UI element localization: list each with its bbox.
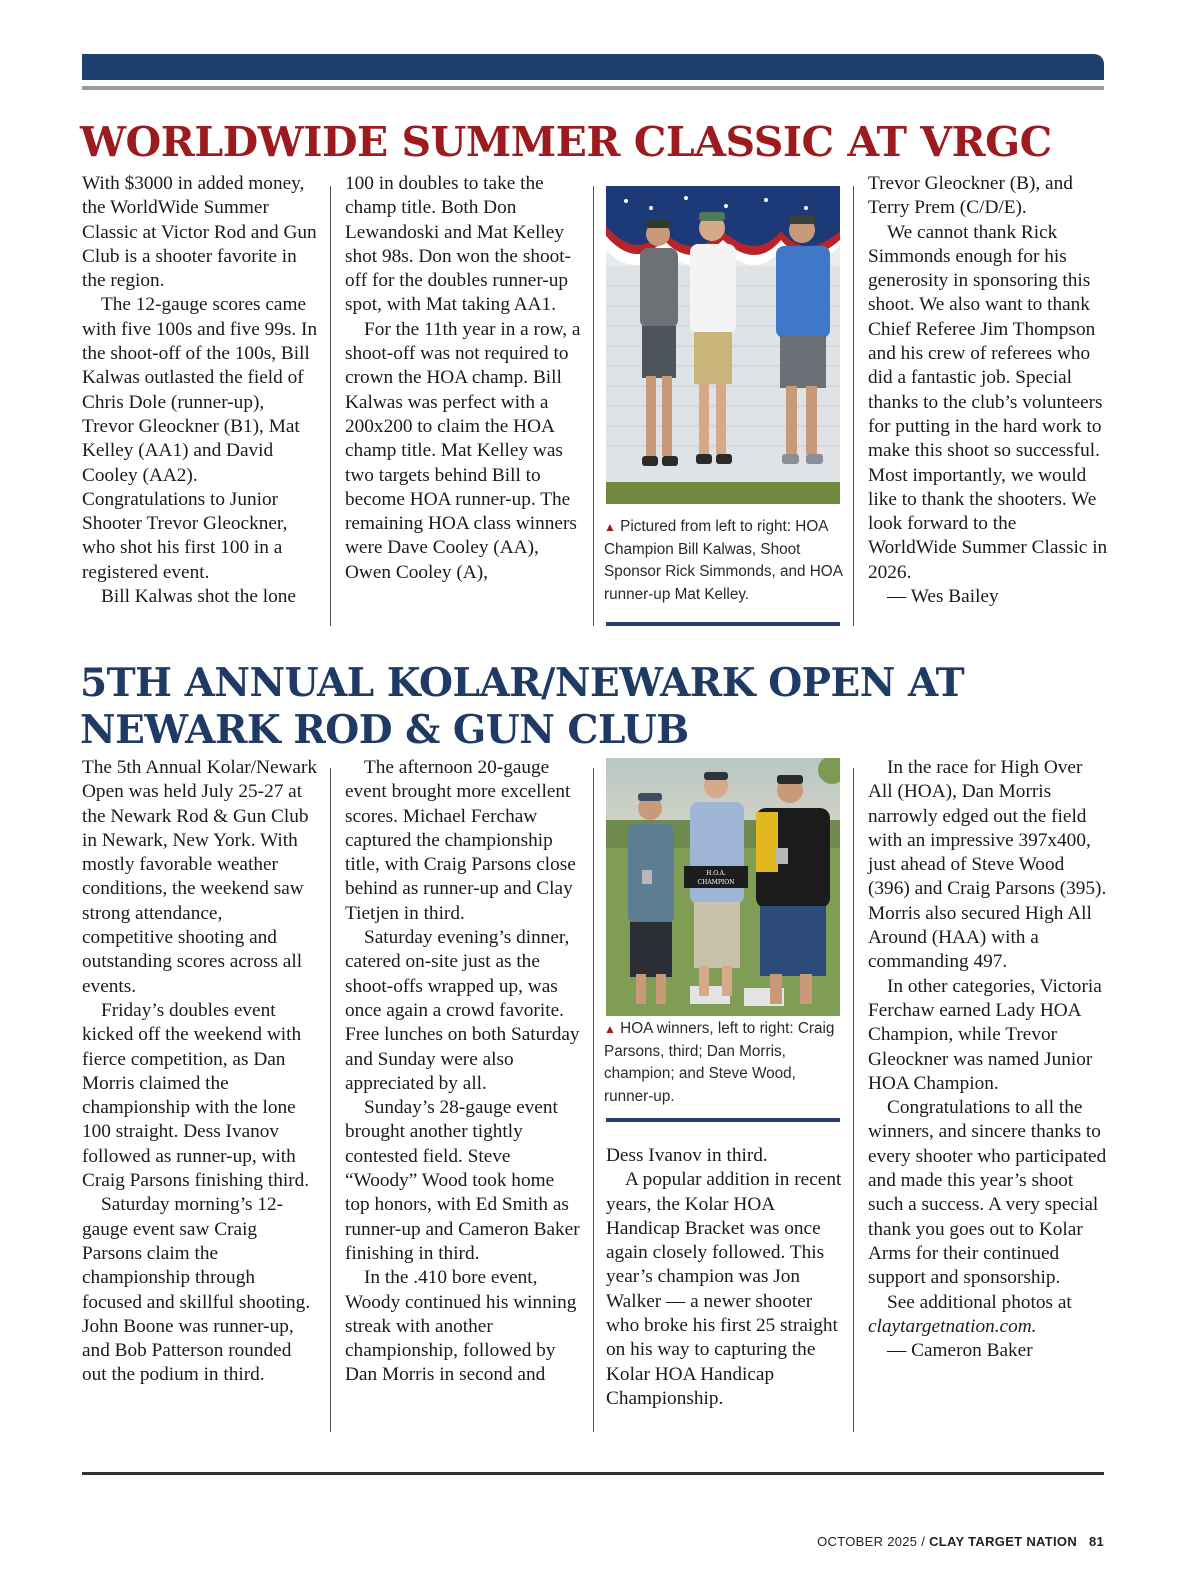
paragraph: With $3000 in added money, the WorldWide Summer Classic at Victor Rod and Gun Club is a shooter favorite in the region. [82,173,317,292]
paragraph: For the 11th year in a row, a shoot-off was not required to crown the HOA champ. Bill Kalwas was perfect with a 200x200 to claim the HOA champ title. Mat Kelley was two targets behind Bill to become HOA runner-up. The remaining HOA class winners were Dave Cooley (AA), Owen Cooley (A), [345,318,581,583]
paragraph: Bill Kalwas shot the lone [101,586,296,608]
photo-caption-2 [604,1018,844,1108]
website-link[interactable]: claytargetnation.com. [868,1315,1037,1337]
see-more-line [868,1291,1108,1340]
header-rule [82,86,1104,90]
paragraph: 100 in doubles to take the champ title. Both Don Lewandoski and Mat Kelley shot 98s. Don won the shoot-off for the doubles runner-up spot, with Mat taking AA1. [345,173,572,316]
footer-issue: OCTOBER 2025 / [817,1534,926,1549]
column-divider [593,186,594,626]
column-divider [853,768,854,1432]
article2-column-4 [868,756,1108,1363]
caption-rule [606,1118,840,1122]
paragraph: Sunday’s 28-gauge event brought another tightly contested field. Steve “Woody” Wood took home top honors, with Ed Smith as runner-up and Cameron Baker finishing in third. [345,1097,580,1264]
paragraph: Congratulations to all the winners, and sincere thanks to every shooter who participated and made this year’s shoot such a success. A very special thank you goes out to Kolar Arms for their continued support and sponsorship. [868,1097,1107,1289]
byline: — Cameron Baker [887,1340,1033,1362]
footer-rule [82,1472,1104,1475]
caption-rule [606,622,840,626]
paragraph: Friday’s doubles event kicked off the weekend with fierce competition, as Dan Morris claimed the championship with the lone 100 straight. Dess Ivanov followed as runner-up, with Craig Parsons finishing third. [82,999,310,1192]
paragraph: We cannot thank Rick Simmonds enough for his generosity in sponsoring this shoot. We also want to thank Chief Referee Jim Thompson and his crew of referees who did a fantastic job. Special thanks to the club’s volunteers for putting in the hard work to make this shoot so successful. Most importantly, we would like to thank the shooters. We look forward to the WorldWide Summer Classic in 2026. [868,221,1108,583]
sign-text-hoa: H.O.A. [706,870,726,877]
article2-column-3 [606,1144,844,1411]
paragraph: In the race for High Over All (HOA), Dan Morris narrowly edged out the field with an impressive 397x400, just ahead of Steve Wood (396) and Craig Parsons (395). Morris also secured High All Around (HAA) with a commanding 497. [868,757,1107,973]
caption-text: Pictured from left to right: HOA Champion Bill Kalwas, Shoot Sponsor Rick Simmonds, and HOA runner-up Mat Kelley. [604,518,843,603]
photo-hoa-winners-vrgc [606,186,840,504]
paragraph: Trevor Gleockner (B), and Terry Prem (C/D/E). [868,173,1073,219]
article2-column-1 [82,756,318,1388]
paragraph: Dess Ivanov in third. [606,1145,768,1166]
article1-column-4 [868,172,1108,609]
photo-hoa-winners-newark [606,758,840,1016]
triangle-marker-icon: ▲ [604,520,616,534]
photo-illustration [606,758,840,1016]
paragraph: The 5th Annual Kolar/Newark Open was held July 25-27 at the Newark Rod & Gun Club in Newark, New York. With mostly favorable weather conditions, the weekend saw strong attendance, competitive shooting and outstanding scores across all events. [82,757,318,997]
page-footer [817,1534,1104,1549]
header-color-bar [82,54,1104,80]
photo-illustration [606,186,840,504]
triangle-marker-icon: ▲ [604,1022,616,1036]
paragraph: In the .410 bore event, Woody continued his winning streak with another championship, followed by Dan Morris in second and [345,1267,577,1386]
paragraph: Saturday evening’s dinner, catered on-site just as the shoot-offs wrapped up, was once again a crowd favorite. Free lunches on both Saturday and Sunday were also appreciated by all. [345,927,580,1094]
column-divider [330,186,331,626]
paragraph: In other categories, Victoria Ferchaw earned Lady HOA Champion, while Trevor Gleockner was named Junior HOA Champion. [868,975,1102,1094]
caption-text: HOA winners, left to right: Craig Parsons, third; Dan Morris, champion; and Steve Wood, runner-up. [604,1020,835,1105]
column-divider [853,186,854,626]
column-divider [593,768,594,1432]
byline: — Wes Bailey [887,586,999,608]
photo-caption-1 [604,516,844,606]
column-divider [330,768,331,1432]
sign-text-champion: CHAMPION [697,879,735,886]
article1-column-2 [345,172,581,585]
paragraph: Saturday morning’s 12-gauge event saw Craig Parsons claim the championship through focused and skillful shooting. John Boone was runner-up, and Bob Patterson rounded out the podium in third. [82,1194,311,1386]
footer-publication: CLAY TARGET NATION [929,1534,1078,1549]
article2-column-2 [345,756,581,1388]
paragraph: The afternoon 20-gauge event brought more excellent scores. Michael Ferchaw captured the championship title, with Craig Parsons close behind as runner-up and Clay Tietjen in third. [345,757,576,924]
article1-column-1 [82,172,318,609]
article2-headline: 5TH ANNUAL KOLAR/NEWARK OPEN AT NEWARK ROD & GUN CLUB [80,660,965,753]
paragraph: The 12-gauge scores came with five 100s and five 99s. In the shoot-off of the 100s, Bill Kalwas outlasted the field of Chris Dole (runner-up), Trevor Gleockner (B1), Mat Kelley (AA1) and David Cooley (AA2). Congratulations to Junior Shooter Trevor Gleockner, who shot his first 100 in a registered event. [82,294,318,583]
page-number: 81 [1088,1534,1104,1549]
article1-headline: WORLDWIDE SUMMER CLASSIC AT VRGC [80,118,1052,166]
see-more-text: See additional photos at [887,1291,1072,1313]
paragraph: A popular addition in recent years, the Kolar HOA Handicap Bracket was once again closely followed. This year’s champion was Jon Walker — a newer shooter who broke his first 25 straight on his way to capturing the Kolar HOA Handicap Championship. [606,1169,842,1409]
